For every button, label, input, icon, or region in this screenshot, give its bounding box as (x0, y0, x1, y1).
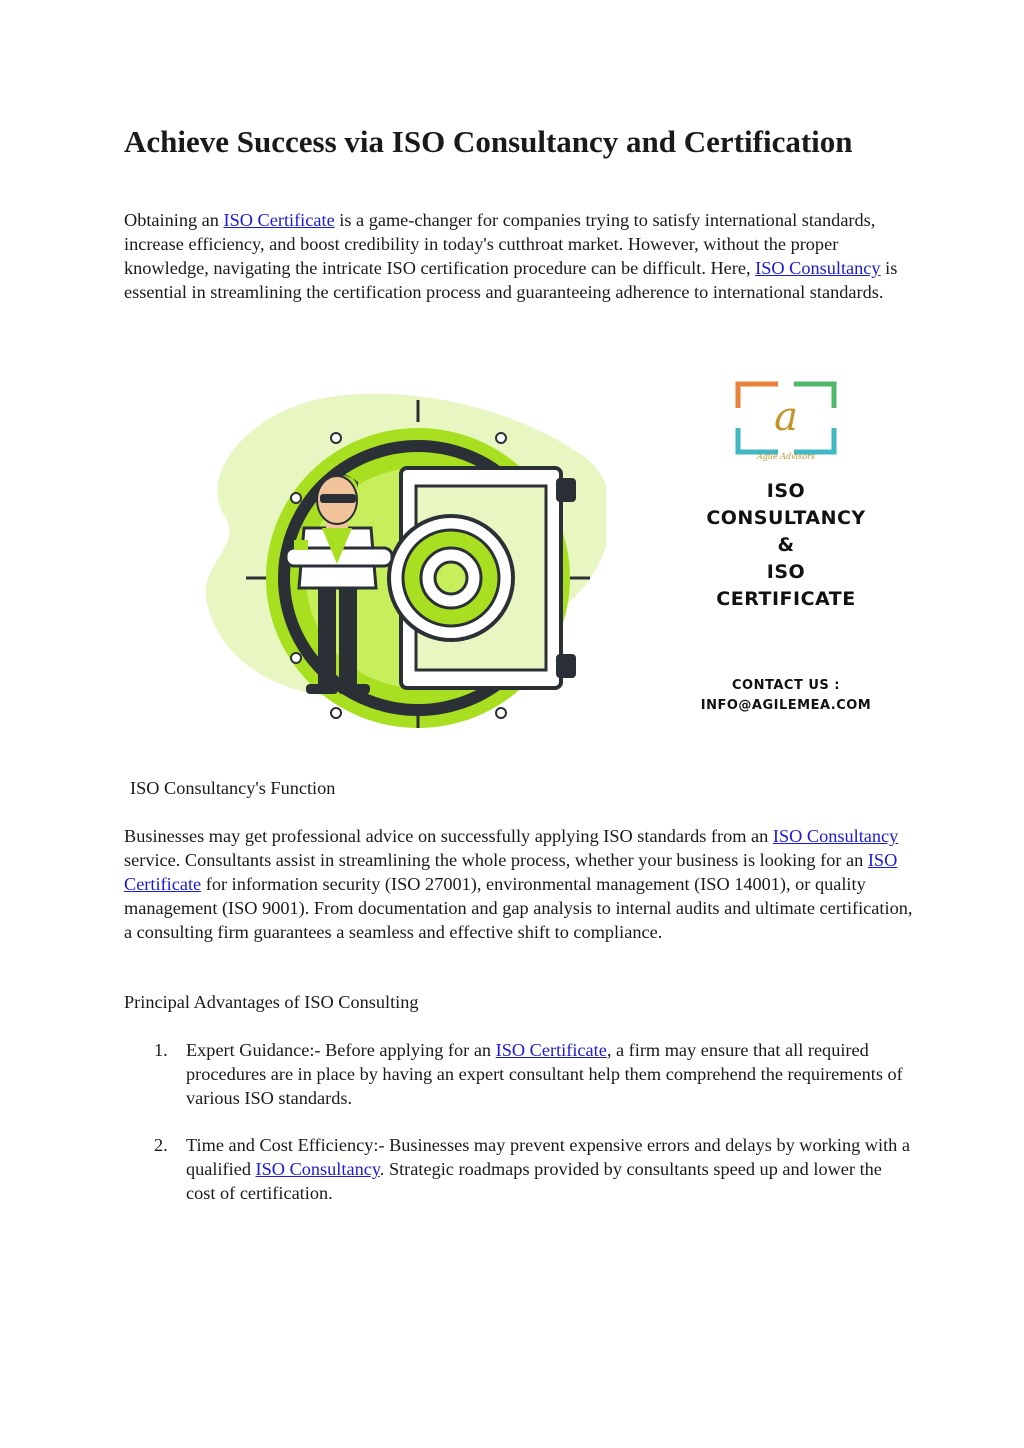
contact-panel (696, 372, 876, 722)
advantages-list (124, 1038, 914, 1205)
iso-consultancy-link-2[interactable]: ISO Consultancy (772, 826, 899, 846)
intro-text-2: is a game-changer for companies trying to satisfy international standards, increase efficiency, and boost credibility in today's cutthroat market. However, without the proper knowledge, navigating the intricate ISO certification procedure can be difficult. Here, (124, 210, 876, 278)
agile-advisors-logo (734, 380, 838, 456)
iso-certificate-link-3[interactable]: ISO Certificate (495, 1040, 607, 1060)
page-title: Achieve Success via ISO Consultancy and Certification (124, 124, 853, 159)
list-item-text-2: . Strategic roadmaps provided by consultants speed up and lower the cost of certification. (186, 1159, 882, 1203)
logo-letter: a (774, 394, 798, 440)
function-heading: ISO Consultancy's Function (130, 778, 336, 798)
panel-line-iso-2: ISO (766, 561, 806, 583)
list-item-number: 2. (154, 1135, 168, 1155)
iso-consultancy-link[interactable]: ISO Consultancy (755, 258, 881, 278)
list-item (124, 1133, 914, 1205)
list-item-number: 1. (154, 1040, 168, 1060)
iso-consultancy-link-3[interactable]: ISO Consultancy (255, 1159, 380, 1179)
vault-guard-illustration (186, 368, 606, 728)
iso-certificate-link[interactable]: ISO Certificate (223, 210, 335, 230)
function-text-2: service. Consultants assist in streamlining the whole process, whether your business is looking for an (124, 850, 868, 870)
list-item-text-1: Expert Guidance:- Before applying for an (186, 1040, 496, 1060)
contact-label: CONTACT US : (732, 678, 840, 693)
iso-certificate-link-2[interactable]: ISO Certificate (124, 850, 898, 894)
advantages-heading: Principal Advantages of ISO Consulting (124, 992, 419, 1012)
panel-line-iso-1: ISO (766, 480, 806, 502)
panel-line-certificate: CERTIFICATE (716, 588, 856, 610)
function-paragraph (124, 824, 914, 944)
list-item-text-1: Time and Cost Efficiency:- Businesses may prevent expensive errors and delays by working with a qualified (186, 1135, 910, 1179)
list-item-text-2: , a firm may ensure that all required procedures are in place by having an expert consultant help them comprehend the requirements of various ISO standards. (186, 1040, 903, 1108)
contact-email: INFO@AGILEMEA.COM (700, 698, 872, 713)
list-item (124, 1038, 914, 1110)
logo-caption: Agile Advisors (756, 452, 816, 461)
function-text-1: Businesses may get professional advice on successfully applying ISO standards from an (124, 826, 773, 846)
panel-line-consultancy: CONSULTANCY (706, 507, 866, 529)
panel-line-ampersand: & (777, 534, 795, 556)
intro-text-1: Obtaining an (124, 210, 224, 230)
function-text-3: for information security (ISO 27001), environmental management (ISO 14001), or quality management (ISO 9001). From documentation and gap analysis to internal audits and ultimate certification, a consulting firm guarantees a seamless and effective shift to compliance. (124, 874, 913, 942)
intro-text-3: is essential in streamlining the certification process and guaranteeing adherence to international standards. (124, 258, 898, 302)
intro-paragraph (124, 208, 914, 304)
